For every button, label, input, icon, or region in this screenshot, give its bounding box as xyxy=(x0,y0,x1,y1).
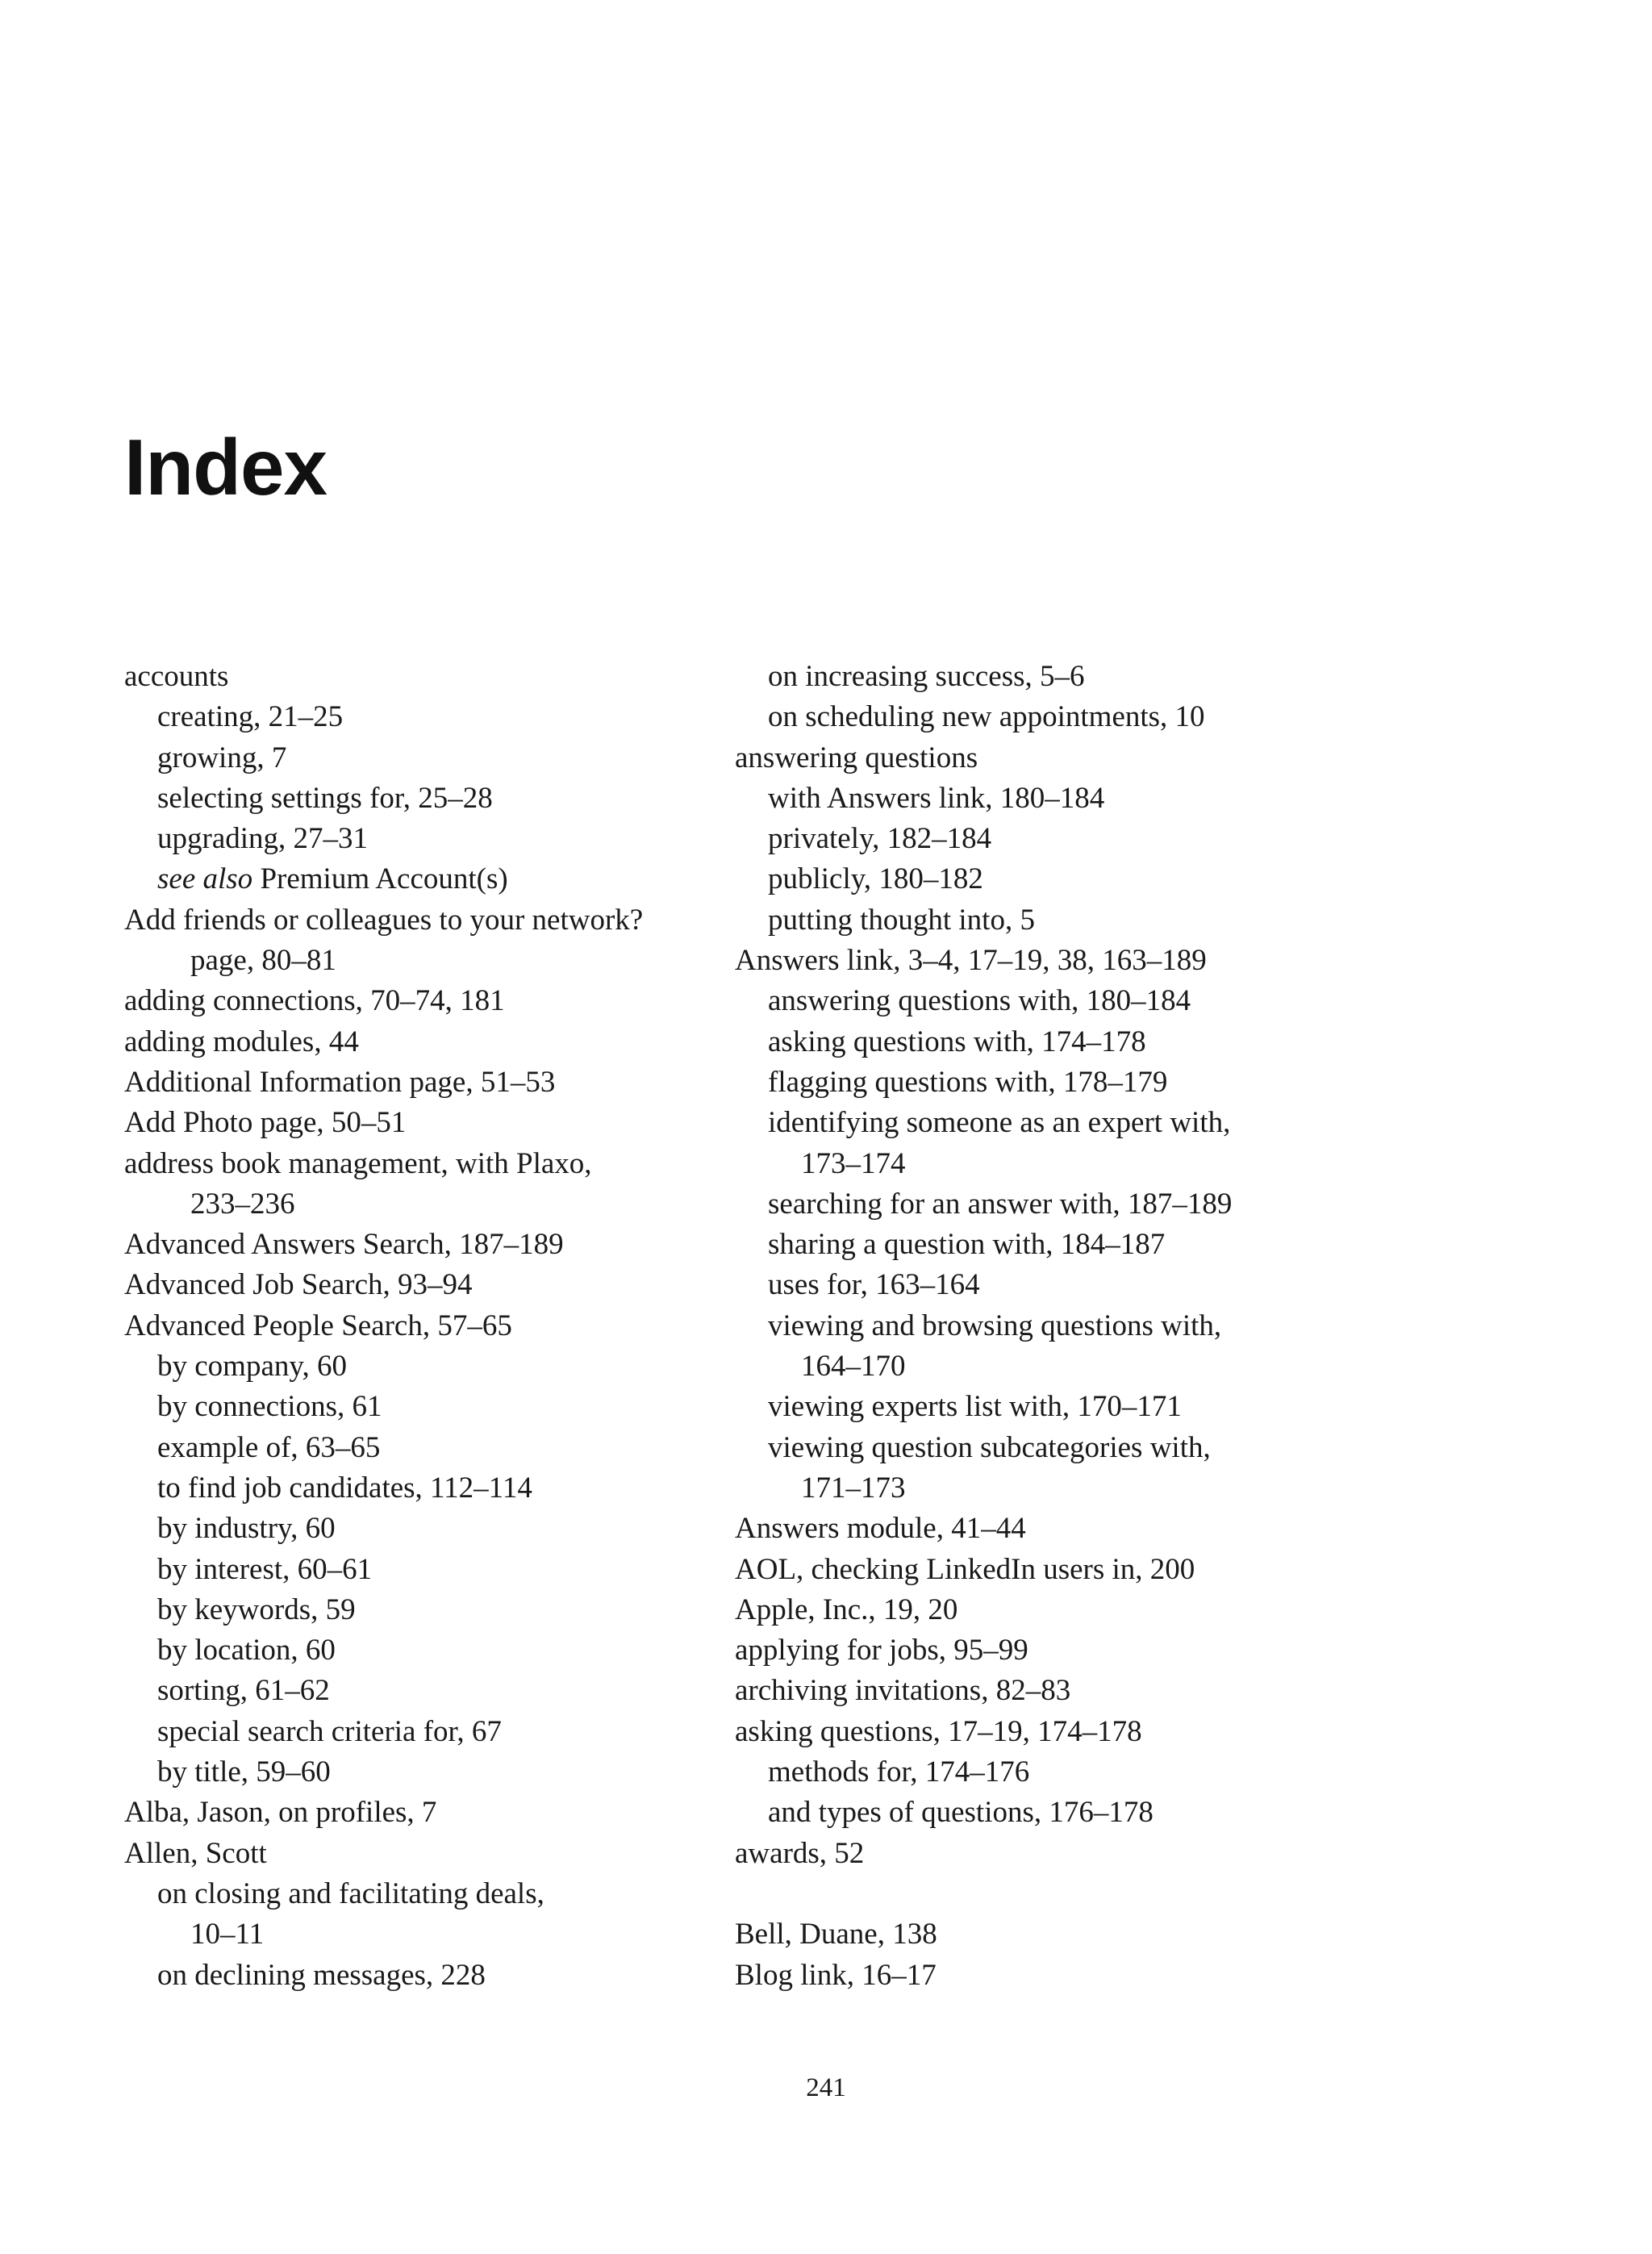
index-entry xyxy=(124,1265,786,1305)
index-subentry xyxy=(735,1062,1396,1103)
entry-text: sharing a question with, 184–187 xyxy=(768,1228,1166,1262)
entry-text: growing, 7 xyxy=(157,741,287,774)
entry-text: Alba, Jason, on profiles, 7 xyxy=(124,1796,437,1830)
entry-text: Allen, Scott xyxy=(124,1836,267,1870)
entry-text: Additional Information page, 51–53 xyxy=(124,1065,556,1099)
index-entry xyxy=(124,1306,786,1346)
entry-text: adding connections, 70–74, 181 xyxy=(124,984,505,1018)
index-subentry xyxy=(124,1346,786,1387)
index-subentry xyxy=(124,778,786,819)
index-entry xyxy=(735,738,1396,778)
index-subentry xyxy=(124,1428,786,1468)
entry-text: and types of questions, 176–178 xyxy=(768,1796,1153,1830)
entry-text: 233–236 xyxy=(190,1187,295,1221)
index-entry xyxy=(124,1103,786,1143)
index-entry xyxy=(735,941,1396,981)
index-subentry xyxy=(124,1874,786,1914)
entry-text: putting thought into, 5 xyxy=(768,903,1035,937)
entry-text: Advanced Job Search, 93–94 xyxy=(124,1268,473,1302)
index-entry xyxy=(124,1793,786,1833)
entry-text: Premium Account(s) xyxy=(252,862,508,896)
index-continuation xyxy=(735,1346,1396,1387)
index-subentry xyxy=(124,859,786,900)
index-continuation xyxy=(735,1468,1396,1509)
entry-text: Answers link, 3–4, 17–19, 38, 163–189 xyxy=(735,944,1207,978)
index-entry xyxy=(735,1834,1396,1874)
entry-text: identifying someone as an expert with, xyxy=(768,1106,1231,1140)
index-subentry xyxy=(735,697,1396,737)
entry-text: asking questions, 17–19, 174–178 xyxy=(735,1714,1142,1748)
index-subentry xyxy=(735,1387,1396,1427)
index-entry xyxy=(124,981,786,1021)
index-entry xyxy=(124,1144,786,1184)
index-column-right xyxy=(735,657,1396,1996)
entry-text: by keywords, 59 xyxy=(157,1592,356,1626)
index-entry xyxy=(124,900,786,941)
index-entry xyxy=(124,657,786,697)
index-entry xyxy=(735,1630,1396,1671)
index-subentry xyxy=(735,1103,1396,1143)
entry-text: by location, 60 xyxy=(157,1634,336,1668)
index-subentry xyxy=(735,900,1396,941)
index-entry xyxy=(735,1914,1396,1955)
entry-text: on increasing success, 5–6 xyxy=(768,660,1085,693)
entry-text: with Answers link, 180–184 xyxy=(768,781,1105,815)
index-subentry xyxy=(735,819,1396,859)
index-entry xyxy=(735,1712,1396,1752)
index-subentry xyxy=(124,1956,786,1996)
index-subentry xyxy=(735,778,1396,819)
index-subentry xyxy=(735,1428,1396,1468)
index-subentry xyxy=(124,1468,786,1509)
index-continuation xyxy=(124,941,786,981)
index-column-left xyxy=(124,657,786,1996)
index-subentry xyxy=(735,1265,1396,1305)
entry-text: creating, 21–25 xyxy=(157,700,344,734)
index-continuation xyxy=(124,1184,786,1225)
index-subentry xyxy=(735,657,1396,697)
index-subentry xyxy=(735,1752,1396,1793)
entry-text: privately, 182–184 xyxy=(768,822,992,856)
entry-text: viewing and browsing questions with, xyxy=(768,1309,1222,1342)
entry-text: Advanced People Search, 57–65 xyxy=(124,1309,512,1342)
page-number: 241 xyxy=(806,2073,846,2102)
index-spacer xyxy=(735,1874,1396,1914)
index-subentry xyxy=(124,1387,786,1427)
index-subentry xyxy=(124,697,786,737)
entry-text: 10–11 xyxy=(190,1918,265,1951)
entry-text: on closing and facilitating deals, xyxy=(157,1876,544,1910)
index-entry xyxy=(124,1834,786,1874)
entry-text: publicly, 180–182 xyxy=(768,862,983,896)
index-entry xyxy=(735,1550,1396,1590)
index-continuation xyxy=(735,1144,1396,1184)
index-subentry xyxy=(124,1752,786,1793)
entry-text: asking questions with, 174–178 xyxy=(768,1025,1146,1058)
entry-text: 164–170 xyxy=(801,1350,906,1384)
entry-text: viewing question subcategories with, xyxy=(768,1430,1211,1464)
index-subentry xyxy=(124,1630,786,1671)
index-subentry xyxy=(735,859,1396,900)
entry-text: by title, 59–60 xyxy=(157,1755,331,1789)
entry-text: viewing experts list with, 170–171 xyxy=(768,1390,1182,1424)
entry-text: selecting settings for, 25–28 xyxy=(157,781,493,815)
entry-text: by company, 60 xyxy=(157,1350,347,1384)
index-subentry xyxy=(124,1712,786,1752)
entry-text: sorting, 61–62 xyxy=(157,1674,330,1708)
entry-text: upgrading, 27–31 xyxy=(157,822,369,856)
entry-text: accounts xyxy=(124,660,229,693)
entry-text: by industry, 60 xyxy=(157,1512,336,1546)
index-entry xyxy=(124,1225,786,1265)
entry-text: on declining messages, 228 xyxy=(157,1958,486,1992)
index-subentry xyxy=(124,1509,786,1549)
entry-text: Advanced Answers Search, 187–189 xyxy=(124,1228,564,1262)
index-subentry xyxy=(124,1590,786,1630)
entry-text: answering questions with, 180–184 xyxy=(768,984,1191,1018)
index-subentry xyxy=(735,981,1396,1021)
entry-text: on scheduling new appointments, 10 xyxy=(768,700,1205,734)
index-continuation xyxy=(124,1914,786,1955)
entry-text: methods for, 174–176 xyxy=(768,1755,1030,1789)
entry-text: page, 80–81 xyxy=(190,944,336,978)
index-subentry xyxy=(735,1184,1396,1225)
index-subentry xyxy=(735,1225,1396,1265)
entry-text: 171–173 xyxy=(801,1471,906,1505)
entry-text: by interest, 60–61 xyxy=(157,1552,373,1586)
index-entry xyxy=(735,1956,1396,1996)
entry-text: Answers module, 41–44 xyxy=(735,1512,1026,1546)
index-entry xyxy=(735,1590,1396,1630)
index-entry xyxy=(735,1509,1396,1549)
entry-text: archiving invitations, 82–83 xyxy=(735,1674,1071,1708)
entry-text: answering questions xyxy=(735,741,978,774)
index-subentry xyxy=(124,1671,786,1711)
entry-text: Add Photo page, 50–51 xyxy=(124,1106,407,1140)
index-entry xyxy=(124,1062,786,1103)
entry-text: flagging questions with, 178–179 xyxy=(768,1065,1168,1099)
entry-text: Blog link, 16–17 xyxy=(735,1958,937,1992)
entry-text: searching for an answer with, 187–189 xyxy=(768,1187,1233,1221)
entry-text: special search criteria for, 67 xyxy=(157,1714,502,1748)
index-subentry xyxy=(735,1022,1396,1062)
entry-text: to find job candidates, 112–114 xyxy=(157,1471,532,1505)
entry-text: adding modules, 44 xyxy=(124,1025,359,1058)
entry-text: applying for jobs, 95–99 xyxy=(735,1634,1028,1668)
entry-text: uses for, 163–164 xyxy=(768,1268,980,1302)
entry-text: by connections, 61 xyxy=(157,1390,382,1424)
entry-text: address book management, with Plaxo, xyxy=(124,1146,592,1180)
entry-text: Bell, Duane, 138 xyxy=(735,1918,937,1951)
entry-text: 173–174 xyxy=(801,1146,906,1180)
page-title: Index xyxy=(124,423,327,511)
entry-text: example of, 63–65 xyxy=(157,1430,381,1464)
entry-text: AOL, checking LinkedIn users in, 200 xyxy=(735,1552,1195,1586)
entry-text: Apple, Inc., 19, 20 xyxy=(735,1592,958,1626)
index-subentry xyxy=(124,819,786,859)
entry-text: Add friends or colleagues to your network? xyxy=(124,903,644,937)
index-subentry xyxy=(735,1306,1396,1346)
entry-text: awards, 52 xyxy=(735,1836,865,1870)
index-entry xyxy=(735,1671,1396,1711)
index-subentry xyxy=(735,1793,1396,1833)
index-entry xyxy=(124,1022,786,1062)
see-also-label: see also xyxy=(157,862,253,896)
index-subentry xyxy=(124,738,786,778)
index-subentry xyxy=(124,1550,786,1590)
